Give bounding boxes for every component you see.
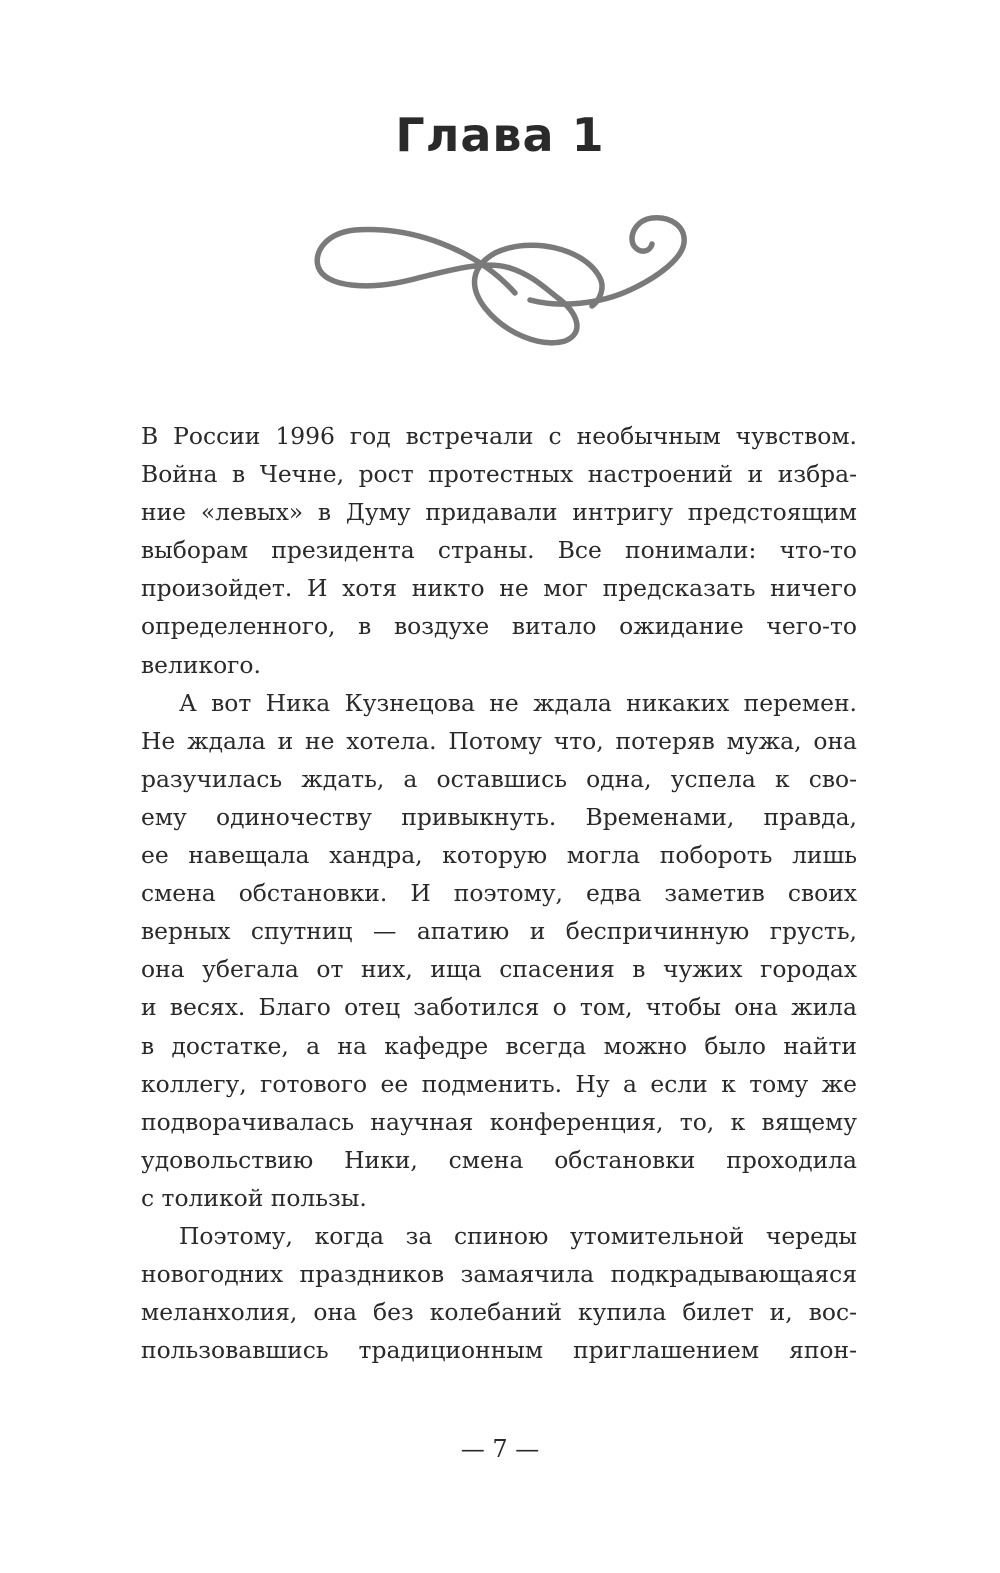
text-line: произойдет. И хотя никто не мог предсказать ничего [141,574,857,603]
text-line: коллегу, готового ее подменить. Ну а если к тому же [141,1069,857,1098]
text-line: ние «левых» в Думу придавали интригу предстоящим [141,498,857,527]
text-line: пользовавшись традиционным приглашением япон- [141,1336,857,1365]
swirl-flourish-icon [300,208,700,358]
text-line: В России 1996 год встречали с необычным чувством. [141,422,857,450]
text-line: меланхолия, она без колебаний купила билет и, вос- [141,1298,857,1327]
text-line: Не ждала и не хотела. Потому что, потеряв мужа, она [141,726,857,755]
text-line: удовольствию Ники, смена обстановки проходила [141,1145,857,1174]
text-line: она убегала от них, ища спасения в чужих городах [141,955,857,984]
text-line: с толикой пользы. [141,1183,367,1212]
text-line: верных спутниц — апатию и беспричинную грусть, [141,917,857,946]
text-line: в достатке, а на кафедре всегда можно было найти [141,1031,857,1060]
text-line: ее навещала хандра, которую могла побороть лишь [141,841,857,870]
text-line: и весях. Благо отец заботился о том, чтобы она жила [141,993,857,1022]
chapter-title: Глава 1 [395,108,605,162]
text-line: новогодних праздников замаячила подкрадывающаяся [141,1260,857,1289]
text-line: определенного, в воздухе витало ожидание чего-то [141,612,857,641]
text-line: смена обстановки. И поэтому, едва заметив своих [141,879,857,908]
text-line: Война в Чечне, рост протестных настроений и избра- [141,460,857,489]
text-line: разучилась ждать, а оставшись одна, успела к сво- [141,764,857,793]
text-line: Поэтому, когда за спиною утомительной череды [179,1221,857,1250]
chapter-body [141,417,857,1369]
text-line: ему одиночеству привыкнуть. Временами, правда, [141,802,857,831]
text-line: А вот Ника Кузнецова не ждала никаких перемен. [179,688,857,717]
text-line: выборам президента страны. Все понимали: что-то [141,536,857,565]
page-number: — 7 — [460,1435,540,1463]
text-line: великого. [141,650,261,679]
text-line: подворачивалась научная конференция, то, к вящему [141,1107,857,1136]
